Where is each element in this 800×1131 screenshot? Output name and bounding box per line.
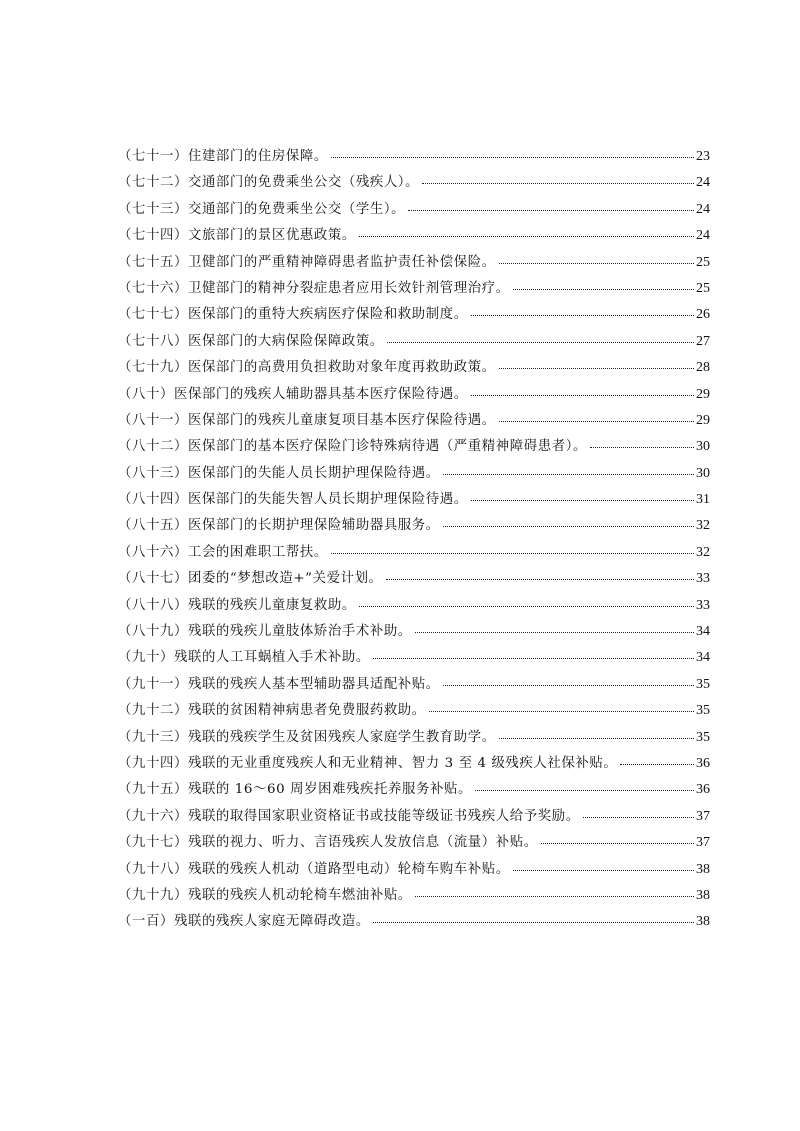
toc-entry[interactable]	[118, 356, 710, 382]
toc-entry-page-number: 36	[696, 755, 710, 771]
dot-leader	[499, 727, 694, 741]
toc-entry[interactable]	[118, 198, 710, 224]
toc-entry-page-number: 23	[696, 149, 710, 164]
toc-entry-page-number: 35	[696, 729, 710, 745]
toc-entry[interactable]	[118, 383, 710, 409]
toc-entry[interactable]	[118, 541, 710, 567]
toc-entry-page-number: 36	[696, 782, 710, 798]
dot-leader	[373, 647, 694, 661]
dot-leader	[373, 911, 694, 925]
dot-leader	[422, 172, 694, 186]
dot-leader	[620, 753, 694, 767]
toc-entry-title: （七十二）交通部门的免费乘坐公交（残疾人）。	[118, 175, 420, 191]
toc-entry[interactable]	[118, 752, 710, 778]
dot-leader	[331, 542, 694, 556]
toc-entry[interactable]	[118, 330, 710, 356]
toc-entry[interactable]	[118, 673, 710, 699]
toc-entry-title: （八十四）医保部门的失能失智人员长期护理保险待遇。	[118, 492, 468, 508]
toc-entry-page-number: 31	[696, 492, 710, 508]
toc-entry-title: （九十七）残联的视力、听力、言语残疾人发放信息（流量）补贴。	[118, 835, 538, 851]
toc-entry[interactable]	[118, 805, 710, 831]
toc-entry[interactable]	[118, 620, 710, 646]
dot-leader	[513, 278, 694, 292]
dot-leader	[386, 568, 694, 582]
toc-entry-page-number: 26	[696, 307, 710, 323]
toc-entry-title: （八十五）医保部门的长期护理保险辅助器具服务。	[118, 518, 440, 534]
dot-leader	[499, 252, 694, 266]
toc-entry[interactable]	[118, 567, 710, 593]
dot-leader	[590, 436, 694, 450]
toc-entry-page-number: 38	[696, 914, 710, 930]
toc-entry[interactable]	[118, 171, 710, 197]
toc-entry[interactable]	[118, 884, 710, 910]
dot-leader	[513, 859, 694, 873]
dot-leader	[443, 674, 694, 688]
toc-entry[interactable]	[118, 910, 710, 936]
toc-entry[interactable]	[118, 831, 710, 857]
toc-entry-title: （九十二）残联的贫困精神病患者免费服药救助。	[118, 703, 426, 719]
dot-leader	[415, 621, 694, 635]
toc-entry[interactable]	[118, 435, 710, 461]
toc-entry-title: （九十六）残联的取得国家职业资格证书或技能等级证书残疾人给予奖励。	[118, 808, 580, 824]
dot-leader	[429, 700, 694, 714]
toc-entry-page-number: 30	[696, 439, 710, 455]
toc-entry-page-number: 24	[696, 175, 710, 191]
dot-leader	[408, 199, 694, 213]
toc-entry-page-number: 38	[696, 861, 710, 877]
toc-entry-title: （八十三）医保部门的失能人员长期护理保险待遇。	[118, 465, 440, 481]
toc-entry-page-number: 24	[696, 201, 710, 217]
toc-entry-title: （九十）残联的人工耳蜗植入手术补助。	[118, 650, 370, 666]
toc-entry-page-number: 24	[696, 228, 710, 244]
toc-entry-title: （九十一）残联的残疾人基本型辅助器具适配补贴。	[118, 676, 440, 692]
dot-leader	[499, 410, 694, 424]
toc-entry-title: （七十三）交通部门的免费乘坐公交（学生）。	[118, 201, 406, 217]
toc-entry-title: （七十七）医保部门的重特大疾病医疗保险和救助制度。	[118, 307, 468, 323]
toc-entry-page-number: 25	[696, 254, 710, 270]
toc-entry-page-number: 38	[696, 887, 710, 903]
dot-leader	[475, 779, 694, 793]
dot-leader	[387, 331, 694, 345]
toc-entry-title: （七十六）卫健部门的精神分裂症患者应用长效针剂管理治疗。	[118, 280, 510, 296]
toc-entry-page-number: 25	[696, 280, 710, 296]
toc-entry[interactable]	[118, 778, 710, 804]
toc-entry-page-number: 30	[696, 465, 710, 481]
toc-entry[interactable]	[118, 858, 710, 884]
dot-leader	[331, 146, 694, 160]
toc-entry-page-number: 33	[696, 597, 710, 613]
toc-entry[interactable]	[118, 594, 710, 620]
toc-entry-page-number: 37	[696, 835, 710, 851]
toc-entry-page-number: 32	[696, 544, 710, 560]
dot-leader	[471, 304, 694, 318]
toc-entry-page-number: 29	[696, 386, 710, 402]
toc-entry[interactable]	[118, 251, 710, 277]
toc-entry[interactable]	[118, 409, 710, 435]
toc-entry-page-number: 29	[696, 412, 710, 428]
toc-entry-title: （九十八）残联的残疾人机动（道路型电动）轮椅车购车补贴。	[118, 861, 510, 877]
dot-leader	[471, 489, 694, 503]
toc-entry-title: （八十六）工会的困难职工帮扶。	[118, 544, 328, 560]
toc-entry[interactable]	[118, 646, 710, 672]
toc-entry-title: （八十二）医保部门的基本医疗保险门诊特殊病待遇（严重精神障碍患者）。	[118, 439, 587, 455]
toc-entry-title: （九十三）残联的残疾学生及贫困残疾人家庭学生教育助学。	[118, 729, 496, 745]
toc-entry[interactable]	[118, 726, 710, 752]
toc-entry-title: （七十一）住建部门的住房保障。	[118, 149, 328, 164]
toc-entry[interactable]	[118, 145, 710, 171]
toc-entry-title: （七十四）文旅部门的景区优惠政策。	[118, 228, 356, 244]
toc-entry-title: （八十九）残联的残疾儿童肢体矫治手术补助。	[118, 624, 412, 640]
toc-entry-page-number: 37	[696, 808, 710, 824]
toc-entry-title: （一百）残联的残疾人家庭无障碍改造。	[118, 914, 370, 930]
dot-leader	[415, 885, 694, 899]
toc-entry[interactable]	[118, 277, 710, 303]
toc-entry-title: （八十八）残联的残疾儿童康复救助。	[118, 597, 356, 613]
dot-leader	[583, 806, 694, 820]
toc-entry-title: （七十九）医保部门的高费用负担救助对象年度再救助政策。	[118, 360, 496, 376]
toc-entry-page-number: 35	[696, 676, 710, 692]
dot-leader	[471, 384, 694, 398]
dot-leader	[443, 515, 694, 529]
toc-entry-title: （八十一）医保部门的残疾儿童康复项目基本医疗保险待遇。	[118, 412, 496, 428]
dot-leader	[541, 832, 694, 846]
dot-leader	[359, 595, 694, 609]
toc-entry[interactable]	[118, 303, 710, 329]
toc-entry[interactable]	[118, 514, 710, 540]
toc-entry-page-number: 27	[696, 333, 710, 349]
toc-entry-title: （九十九）残联的残疾人机动轮椅车燃油补贴。	[118, 887, 412, 903]
toc-entry-page-number: 35	[696, 703, 710, 719]
toc-entry-page-number: 32	[696, 518, 710, 534]
table-of-contents	[118, 145, 710, 937]
toc-entry-title: （七十五）卫健部门的严重精神障碍患者监护责任补偿保险。	[118, 254, 496, 270]
toc-entry[interactable]	[118, 699, 710, 725]
toc-entry-title: （八十七）团委的“梦想改造+”关爱计划。	[118, 571, 383, 587]
toc-entry-page-number: 28	[696, 360, 710, 376]
toc-entry-title: （八十）医保部门的残疾人辅助器具基本医疗保险待遇。	[118, 386, 468, 402]
toc-entry[interactable]	[118, 488, 710, 514]
toc-entry-title: （九十四）残联的无业重度残疾人和无业精神、智力 3 至 4 级残疾人社保补贴。	[118, 755, 618, 771]
toc-entry-page-number: 34	[696, 650, 710, 666]
dot-leader	[443, 463, 694, 477]
toc-entry-title: （九十五）残联的 16～60 周岁困难残疾托养服务补贴。	[118, 782, 472, 798]
dot-leader	[359, 225, 694, 239]
toc-entry-page-number: 33	[696, 571, 710, 587]
toc-entry-page-number: 34	[696, 624, 710, 640]
dot-leader	[499, 357, 694, 371]
toc-entry-title: （七十八）医保部门的大病保险保障政策。	[118, 333, 384, 349]
toc-entry[interactable]	[118, 462, 710, 488]
toc-entry[interactable]	[118, 224, 710, 250]
